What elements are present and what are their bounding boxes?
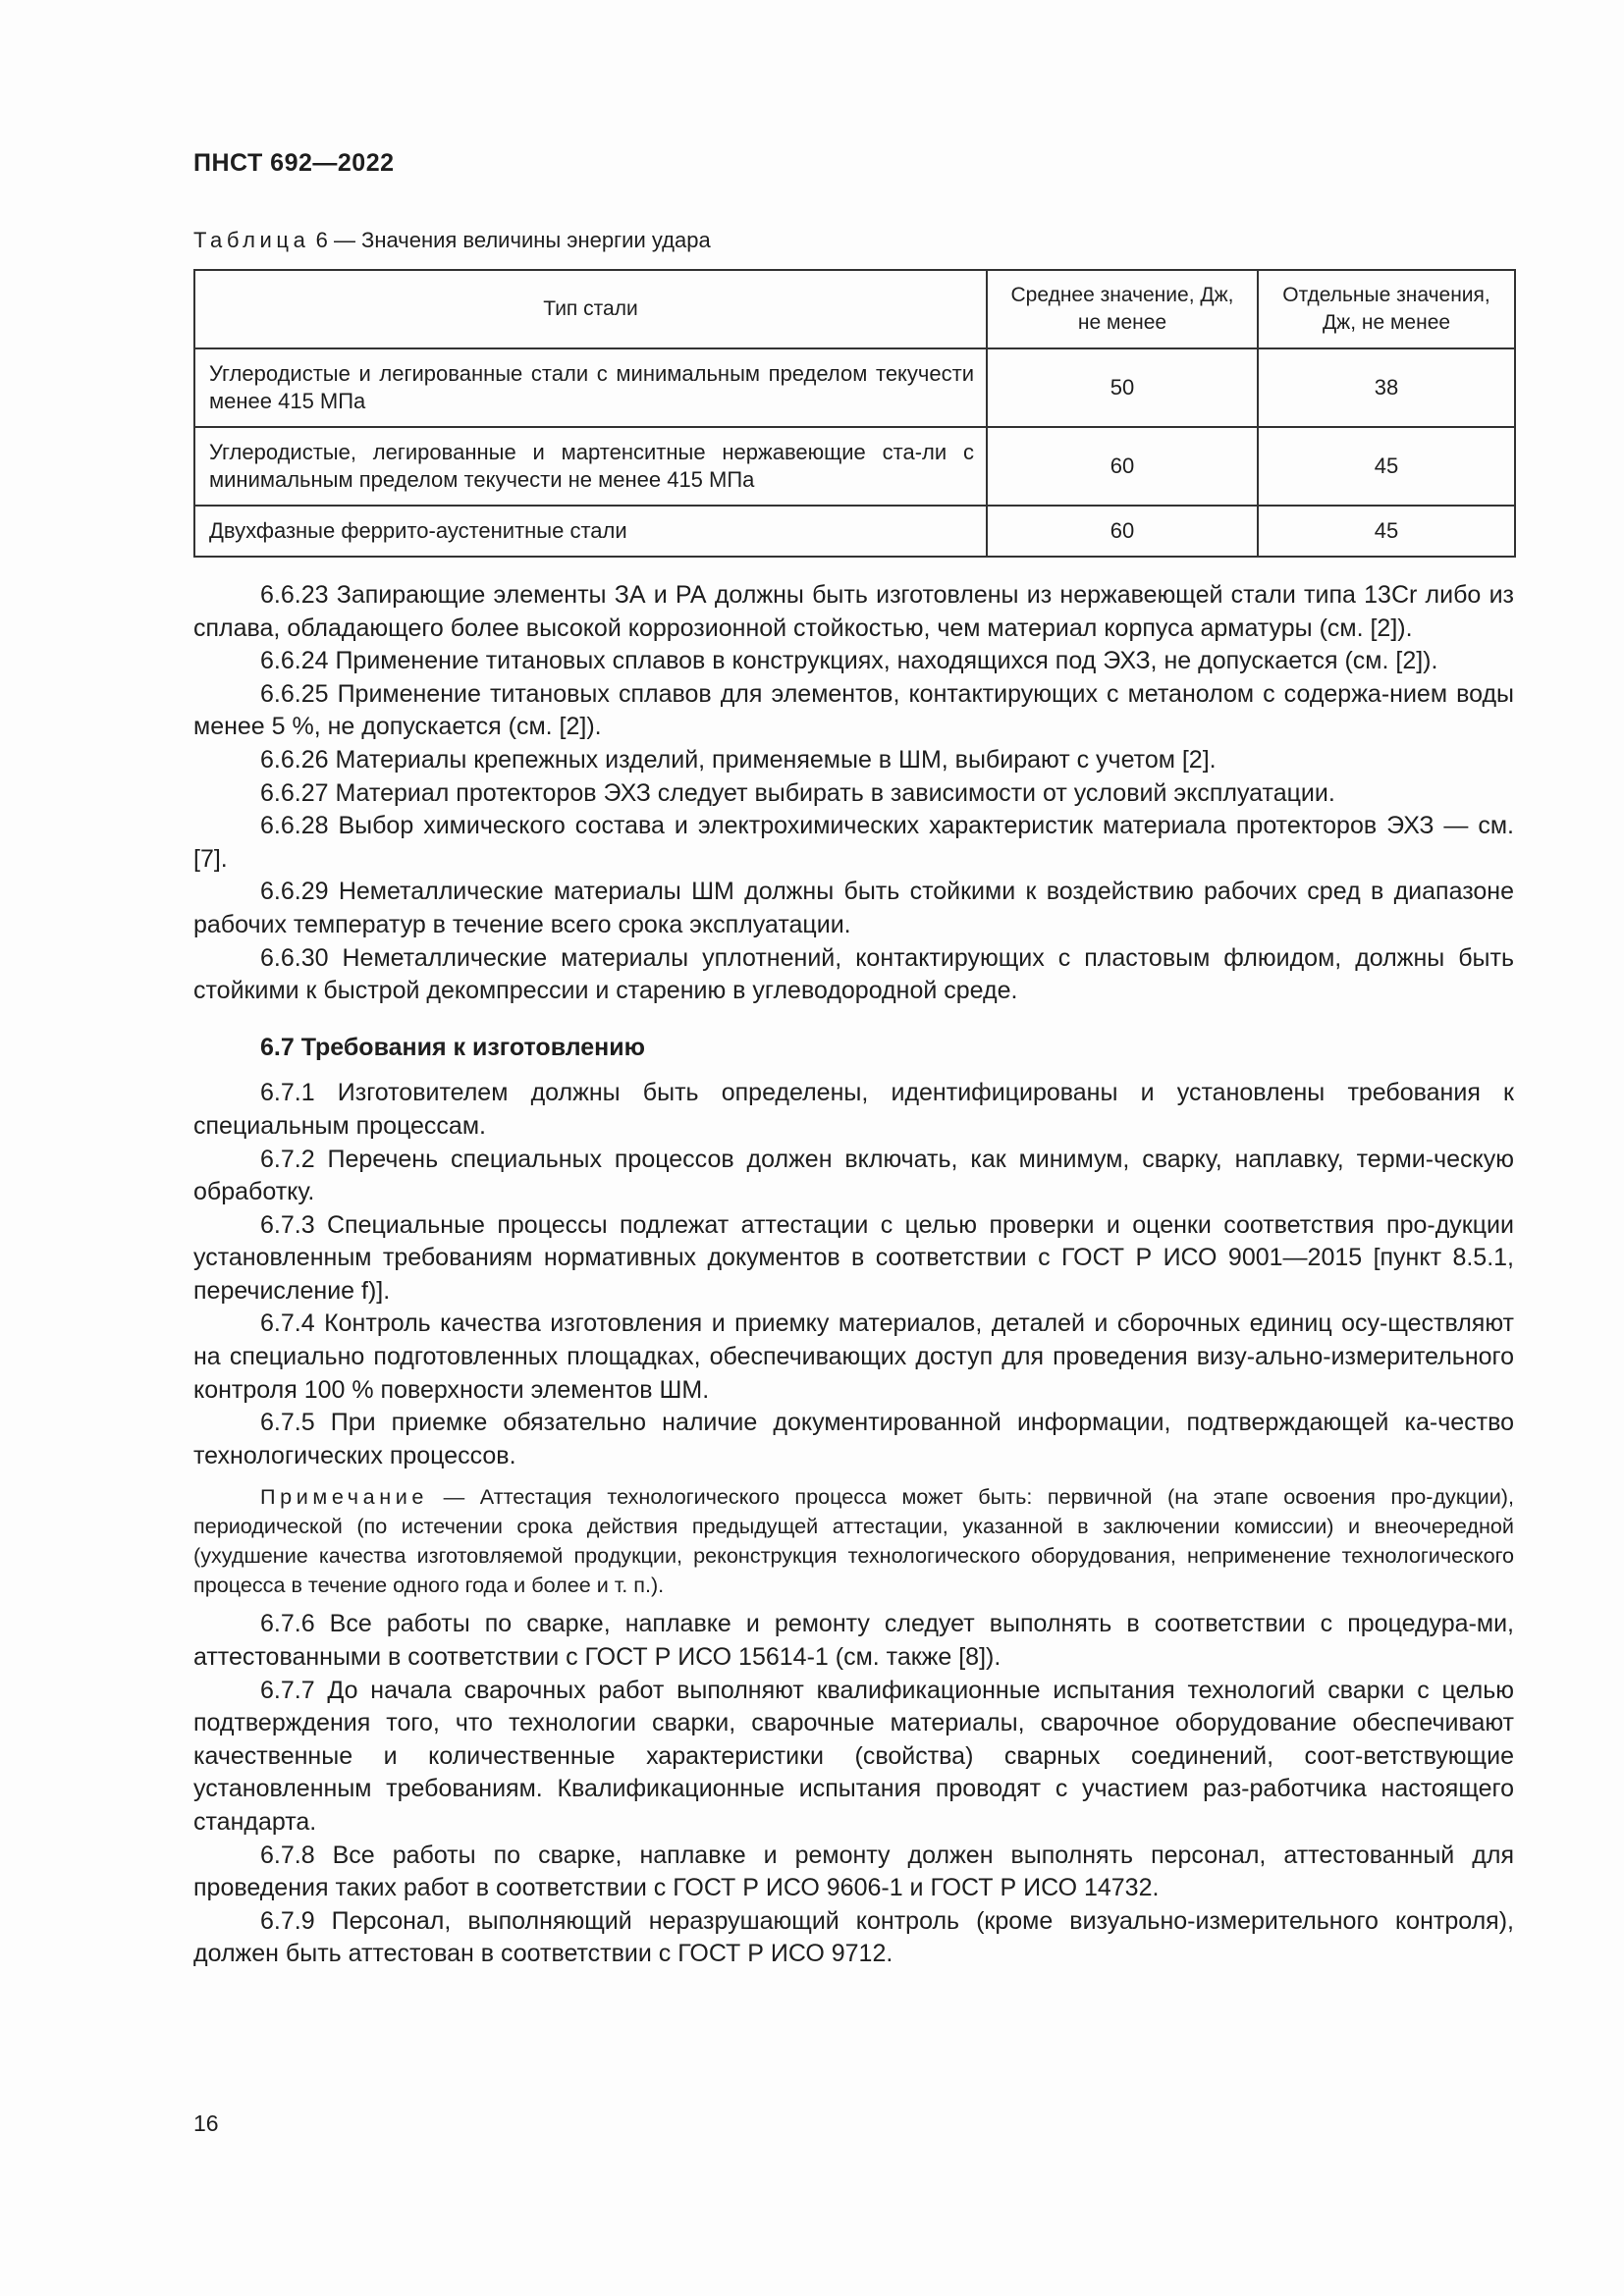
clause-6-6-28: 6.6.28 Выбор химического состава и электрохимических характеристик материала протекторов ЭХЗ — см. [7]. — [193, 812, 1514, 873]
clause-6-6-25: 6.6.25 Применение титановых сплавов для элементов, контактирующих с метанолом с содержа-нием воды менее 5 %, не допускается (см. [2]). — [193, 679, 1514, 741]
mean-value-cell: 60 — [987, 506, 1258, 557]
table-header-row — [194, 270, 1515, 348]
single-value-cell: 38 — [1258, 348, 1515, 427]
column-header-single-values: Отдельные значения, Дж, не менее — [1258, 270, 1515, 348]
table-caption-label: Таблица — [193, 228, 310, 252]
column-header-mean-value: Среднее значение, Дж, не менее — [987, 270, 1258, 348]
spacer — [193, 1008, 1514, 1032]
steel-type-cell: Углеродистые и легированные стали с минимальным пределом текучести менее 415 МПа — [194, 348, 987, 427]
document-body — [193, 579, 1514, 1971]
note-label: Примечание — [260, 1484, 428, 1510]
clause-6-6-30: 6.6.30 Неметаллические материалы уплотнений, контактирующих с пластовым флюидом, должны быть стойкими к быстрой декомпрессии и старению в углеводородной среде. — [193, 943, 1514, 1005]
steel-type-cell: Углеродистые, легированные и мартенситные нержавеющие ста-ли с минимальным пределом текучести не менее 415 МПа — [194, 427, 987, 506]
clause-6-7-6: 6.7.6 Все работы по сварке, наплавке и ремонту следует выполнять в соответствии с процедура-ми, аттестованными в соответствии с ГОСТ Р ИСО 15614-1 (см. также [8]). — [193, 1610, 1514, 1672]
mean-value-cell: 50 — [987, 348, 1258, 427]
steel-type-cell: Двухфазные феррито-аустенитные стали — [194, 506, 987, 557]
clause-6-6-23: 6.6.23 Запирающие элементы ЗА и РА должны быть изготовлены из нержавеющей стали типа 13Cr либо из сплава, обладающего более высокой коррозионной стойкостью, чем материал корпуса арматуры (см. [2]). — [193, 581, 1514, 642]
column-header-steel-type: Тип стали — [194, 270, 987, 348]
clause-6-6-27: 6.6.27 Материал протекторов ЭХЗ следует выбирать в зависимости от условий эксплуатации. — [260, 778, 1335, 807]
note-text: — Аттестация технологического процесса может быть: первичной (на этапе освоения про-дукции), периодической (по истечении срока действия предыдущей аттестации, указанной в заключении комиссии) и внеочередной (ухудшение качества изготовляемой продукции, реконструкция технологического оборудования, неприменение технологического процесса в течение одного года и более и т. п.). — [193, 1484, 1514, 1598]
impact-energy-table — [193, 269, 1516, 558]
table-row — [194, 427, 1515, 506]
clause-6-7-9: 6.7.9 Персонал, выполняющий неразрушающий контроль (кроме визуально-измерительного контроля), должен быть аттестован в соответствии с ГОСТ Р ИСО 9712. — [193, 1906, 1514, 1968]
clause-6-6-29: 6.6.29 Неметаллические материалы ШМ должны быть стойкими к воздействию рабочих сред в диапазоне рабочих температур в течение всего срока эксплуатации. — [193, 878, 1514, 938]
table-row — [194, 348, 1515, 427]
table-row — [194, 506, 1515, 557]
clause-6-7-4: 6.7.4 Контроль качества изготовления и приемку материалов, деталей и сборочных единиц осу-ществляют на специально подготовленных площадках, обеспечивающих доступ для проведения визу-ально-измерительного контроля 100 % поверхности элементов ШМ. — [193, 1309, 1514, 1404]
clause-6-6-26: 6.6.26 Материалы крепежных изделий, применяемые в ШМ, выбирают с учетом [2]. — [260, 745, 1217, 774]
clause-6-7-1: 6.7.1 Изготовителем должны быть определены, идентифицированы и установлены требования к специальным процессам. — [193, 1079, 1514, 1140]
clause-6-7-5: 6.7.5 При приемке обязательно наличие документированной информации, подтверждающей ка-чество технологических процессов. — [193, 1409, 1514, 1469]
section-heading: 6.7 Требования к изготовлению — [260, 1033, 646, 1061]
spacer — [193, 1064, 1514, 1077]
single-value-cell: 45 — [1258, 506, 1515, 557]
clause-6-7-2: 6.7.2 Перечень специальных процессов должен включать, как минимум, сварку, наплавку, терми-ческую обработку. — [193, 1145, 1514, 1206]
note — [193, 1482, 1514, 1600]
document-header: ПНСТ 692—2022 — [193, 149, 395, 177]
table-caption — [193, 228, 711, 253]
single-value-cell: 45 — [1258, 427, 1515, 506]
clause-6-7-8: 6.7.8 Все работы по сварке, наплавке и ремонту должен выполнять персонал, аттестованный для проведения таких работ в соответствии с ГОСТ Р ИСО 9606-1 и ГОСТ Р ИСО 14732. — [193, 1841, 1514, 1902]
table-caption-text: 6 — Значения величины энергии удара — [315, 228, 711, 252]
clause-6-7-3: 6.7.3 Специальные процессы подлежат аттестации с целью проверки и оценки соответствия про-дукции установленным требованиям нормативных документов в соответствии с ГОСТ Р ИСО 9001—2015 [пункт 8.5.1, перечисление f)]. — [193, 1210, 1514, 1305]
clause-6-6-24: 6.6.24 Применение титановых сплавов в конструкциях, находящихся под ЭХЗ, не допускается (см. [2]). — [260, 647, 1438, 675]
page-number: 16 — [193, 2110, 219, 2136]
clause-6-7-7: 6.7.7 До начала сварочных работ выполняют квалификационные испытания технологий сварки с целью подтверждения того, что технологии сварки, сварочные материалы, сварочное оборудование обеспечивают качественные и количественные характеристики (свойства) сварных соединений, соот-ветствующие установленным требованиям. Квалификационные испытания проводят с участием раз-работчика настоящего стандарта. — [193, 1676, 1514, 1836]
mean-value-cell: 60 — [987, 427, 1258, 506]
